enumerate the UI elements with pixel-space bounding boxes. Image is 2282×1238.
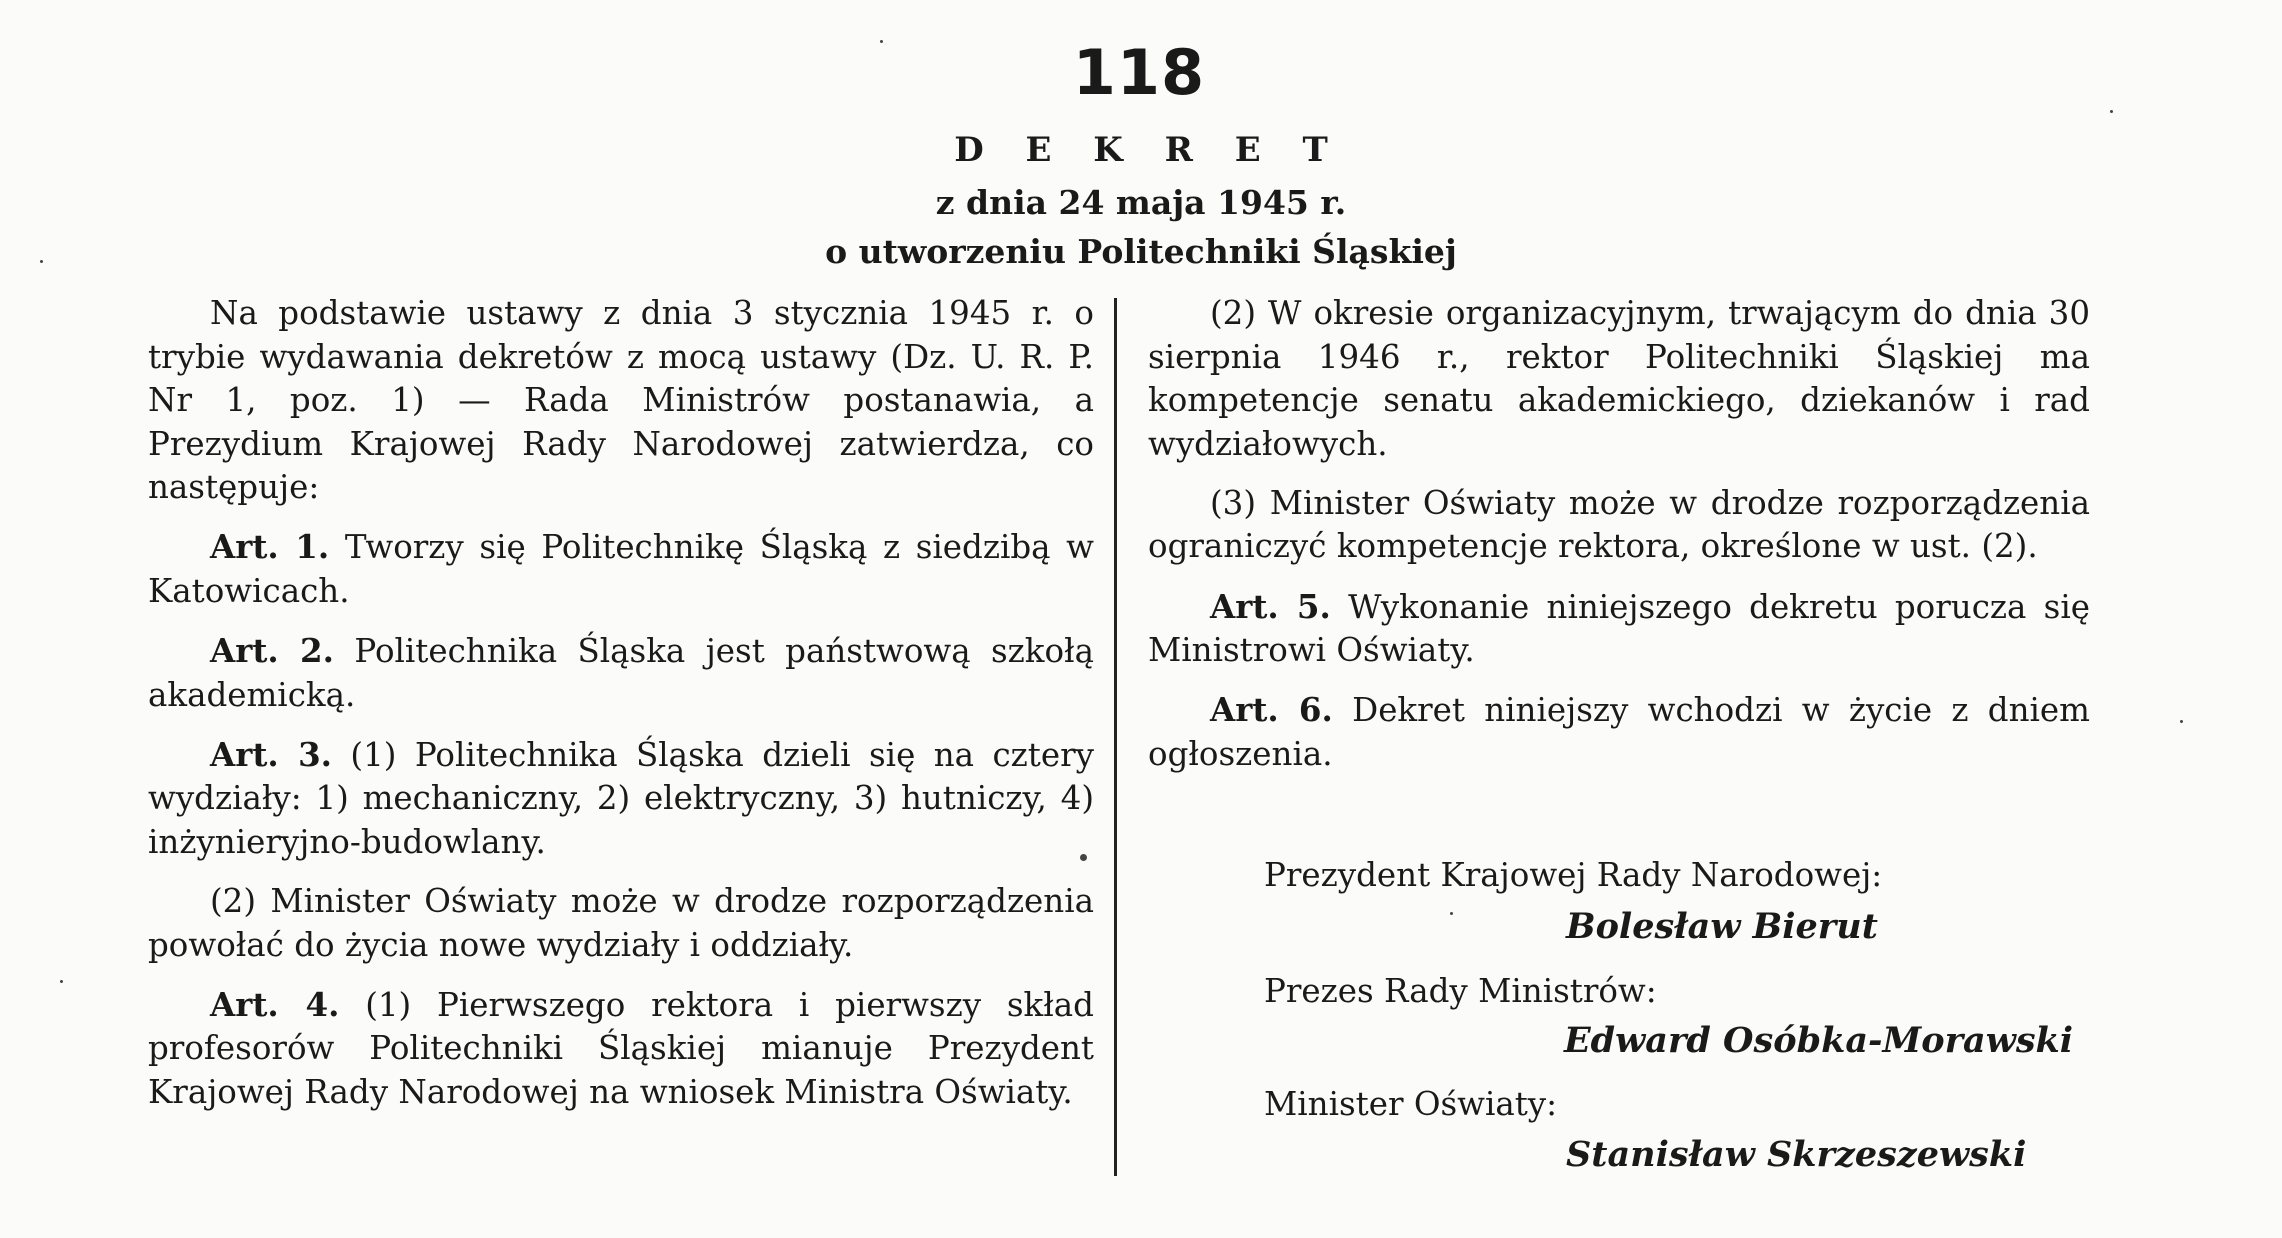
signature-name-minister: Stanisław Skrzeszewski xyxy=(1566,1134,2027,1175)
preamble: Na podstawie ustawy z dnia 3 stycznia 1945 r. o trybie wydawania dekretów z mocą ustawy (Dz. U. R. P. Nr 1, poz. 1) — Rada Ministrów postanawia, a Prezydium Krajowej Rady Narodowej zatwierdza, co następuje: xyxy=(148,294,1094,507)
signature-title-prime-minister: Prezes Rady Ministrów: xyxy=(1264,972,1657,1010)
article-5-text: Wykonanie niniejszego dekretu porucza się Ministrowi Oświaty. xyxy=(1148,587,2090,670)
scan-speck xyxy=(40,260,43,263)
scan-speck xyxy=(1080,854,1087,861)
article-5 xyxy=(1148,585,2090,673)
article-2 xyxy=(148,629,1094,717)
article-5-label: Art. 5. xyxy=(1210,586,1331,626)
article-2-text: Politechnika Śląska jest państwową szkołą akademicką. xyxy=(148,632,1094,714)
article-3-paragraph-1: (1) Politechnika Śląska dzieli się na cztery wydziały: 1) mechaniczny, 2) elektryczny, 3) hutniczy, 4) inżynieryjno-budowlany. xyxy=(148,735,1094,862)
scan-speck xyxy=(2180,720,2183,723)
article-4-paragraph-1: (1) Pierwszego rektora i pierwszy skład profesorów Politechniki Śląskiej mianuje Prezydent Krajowej Rady Narodowej na wniosek Ministra Oświaty. xyxy=(148,985,1094,1111)
article-4 xyxy=(148,983,1094,1115)
article-3-label: Art. 3. xyxy=(210,734,332,774)
signature-name-prime-minister: Edward Osóbka-Morawski xyxy=(1564,1020,2074,1061)
article-2-label: Art. 2. xyxy=(210,631,334,671)
article-1-text: Tworzy się Politechnikę Śląską z siedzibą w Katowicach. xyxy=(148,528,1094,611)
article-4-label: Art. 4. xyxy=(210,984,340,1024)
document-type: D E K R E T xyxy=(954,130,1343,170)
scan-speck xyxy=(880,40,883,43)
scan-speck xyxy=(1450,912,1453,915)
column-divider xyxy=(1114,298,1117,1176)
signature-name-president: Bolesław Bierut xyxy=(1566,906,1878,947)
document-date: z dnia 24 maja 1945 r. xyxy=(935,183,1347,222)
signature-title-president: Prezydent Krajowej Rady Narodowej: xyxy=(1264,856,1883,894)
article-1 xyxy=(148,525,1094,613)
article-6-text: Dekret niniejszy wchodzi w życie z dniem ogłoszenia. xyxy=(1148,691,2090,773)
scan-speck xyxy=(60,980,63,983)
article-3 xyxy=(148,733,1094,865)
article-3-paragraph-2: (2) Minister Oświaty może w drodze rozporządzenia powołać do życia nowe wydziały i oddziały. xyxy=(148,882,1094,964)
article-6 xyxy=(1148,688,2090,776)
page-number: 118 xyxy=(1072,36,1206,109)
article-4-paragraph-2: (2) W okresie organizacyjnym, trwającym do dnia 30 sierpnia 1946 r., rektor Politechniki Śląskiej ma kompetencje senatu akademickiego, dziekanów i rad wydziałowych. xyxy=(1148,294,2090,463)
article-4-paragraph-3: (3) Minister Oświaty może w drodze rozporządzenia ograniczyć kompetencje rektora, określone w ust. (2). xyxy=(1148,483,2090,566)
left-column xyxy=(148,292,1094,1115)
article-1-label: Art. 1. xyxy=(210,527,330,567)
scan-speck xyxy=(2110,110,2113,113)
article-6-label: Art. 6. xyxy=(1210,690,1333,730)
document-subject: o utworzeniu Politechniki Śląskiej xyxy=(825,232,1457,271)
signature-title-minister: Minister Oświaty: xyxy=(1264,1085,1558,1123)
right-column xyxy=(1148,292,2090,776)
